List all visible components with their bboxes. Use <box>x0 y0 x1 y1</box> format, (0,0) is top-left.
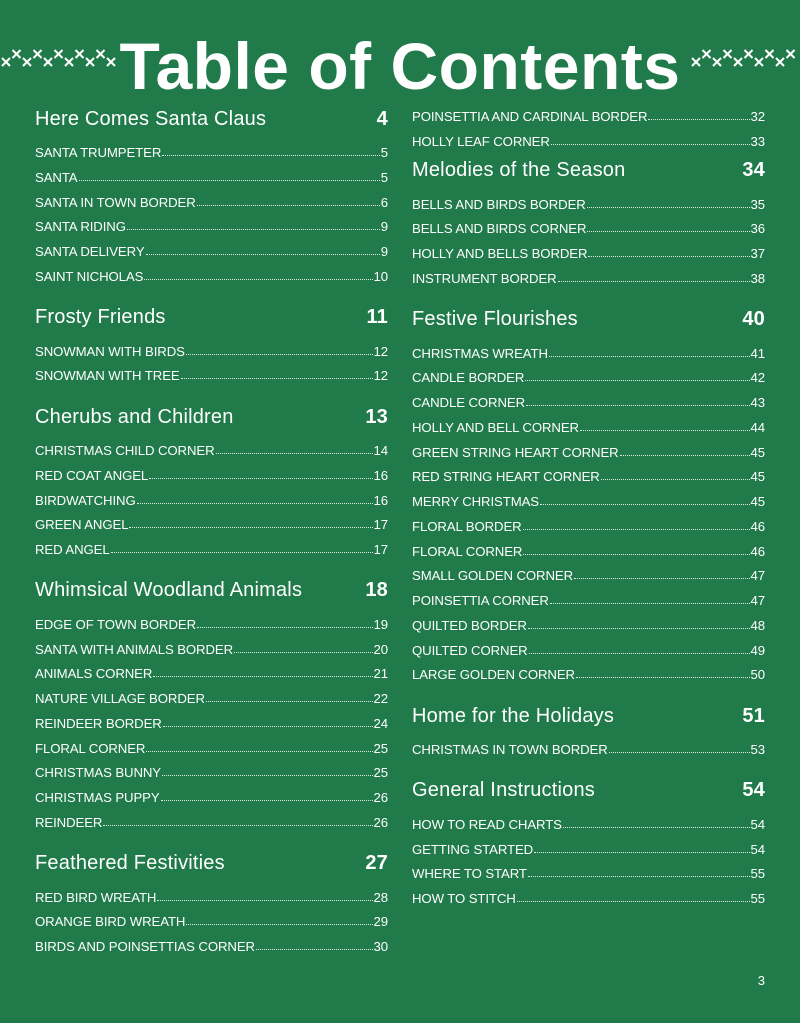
toc-entry[interactable] <box>35 363 388 383</box>
section-heading[interactable] <box>35 576 388 606</box>
page-number: 3 <box>757 973 765 988</box>
entry-page: 46 <box>750 543 765 559</box>
toc-entry[interactable] <box>35 736 388 756</box>
entry-page: 25 <box>373 740 388 756</box>
toc-entry[interactable] <box>412 638 765 658</box>
toc-entry[interactable] <box>35 264 388 284</box>
dot-leader <box>144 279 372 280</box>
entry-title: FLORAL BORDER <box>412 518 522 534</box>
toc-entry[interactable] <box>412 104 765 124</box>
entry-title: HOW TO STITCH <box>412 891 516 906</box>
toc-entry[interactable] <box>412 440 765 460</box>
dot-leader <box>161 800 373 801</box>
entry-title: INSTRUMENT BORDER <box>412 270 557 286</box>
dot-leader <box>146 254 380 255</box>
dot-leader <box>574 578 750 579</box>
entry-title: FLORAL CORNER <box>35 740 146 756</box>
dot-leader <box>517 901 750 902</box>
entry-page: 50 <box>750 667 765 683</box>
entry-title: HOLLY AND BELLS BORDER <box>412 246 588 261</box>
dot-leader <box>528 628 750 629</box>
toc-entry[interactable] <box>35 686 388 706</box>
entry-page: 9 <box>380 244 388 259</box>
toc-entry[interactable] <box>35 637 388 657</box>
entry-page: 6 <box>380 194 388 210</box>
dot-leader <box>534 852 749 853</box>
dot-leader <box>609 752 750 753</box>
entry-title: CHRISTMAS WREATH <box>412 345 548 361</box>
entry-page: 55 <box>750 866 765 882</box>
toc-entry[interactable] <box>412 563 765 583</box>
section-heading[interactable] <box>412 701 765 731</box>
entry-title: SANTA IN TOWN BORDER <box>35 194 196 210</box>
toc-entry[interactable] <box>35 760 388 780</box>
toc-entry[interactable] <box>412 861 765 881</box>
dot-leader <box>157 900 372 901</box>
toc-entry[interactable] <box>412 539 765 559</box>
entry-title: CANDLE BORDER <box>412 370 525 386</box>
dot-leader <box>162 775 373 776</box>
entry-page: 19 <box>373 616 388 632</box>
section-page: 4 <box>376 107 388 130</box>
entry-page: 54 <box>750 841 765 857</box>
entry-page: 38 <box>750 270 765 286</box>
entry-page: 53 <box>750 742 765 757</box>
dot-leader <box>551 144 750 145</box>
dot-leader <box>206 701 373 702</box>
entry-page: 21 <box>373 666 388 682</box>
toc-entry[interactable] <box>35 214 388 234</box>
toc-entry[interactable] <box>412 837 765 857</box>
toc-entry[interactable] <box>35 488 388 508</box>
dot-leader <box>111 552 373 553</box>
section-heading[interactable] <box>35 303 388 333</box>
entry-title: GETTING STARTED <box>412 841 534 857</box>
entry-title: CANDLE CORNER <box>412 395 526 410</box>
dot-leader <box>601 479 750 480</box>
section-heading[interactable] <box>35 849 388 879</box>
dot-leader <box>549 356 750 357</box>
entry-title: RED ANGEL <box>35 542 110 557</box>
toc-entry[interactable] <box>35 190 388 210</box>
entry-title: REINDEER <box>35 814 103 830</box>
entry-page: 43 <box>750 395 765 410</box>
section-title: Frosty Friends <box>35 306 166 328</box>
section-page: 18 <box>365 579 388 602</box>
dot-leader <box>186 924 372 925</box>
toc-entry[interactable] <box>412 341 765 361</box>
toc-entry[interactable] <box>35 165 388 185</box>
entry-page: 37 <box>750 246 765 261</box>
toc-entry[interactable] <box>412 241 765 261</box>
toc-entry[interactable] <box>35 512 388 532</box>
dot-leader <box>525 380 749 381</box>
dot-leader <box>181 378 373 379</box>
entry-title: CHRISTMAS BUNNY <box>35 765 161 781</box>
toc-entry[interactable] <box>412 737 765 757</box>
toc-entry[interactable] <box>35 711 388 731</box>
dot-leader <box>558 281 750 282</box>
entry-title: SAINT NICHOLAS <box>35 268 144 284</box>
toc-entry[interactable] <box>412 390 765 410</box>
entry-page: 12 <box>373 343 388 359</box>
entry-title: GREEN STRING HEART CORNER <box>412 444 619 460</box>
dot-leader <box>580 430 750 431</box>
dot-leader <box>550 603 750 604</box>
entry-page: 9 <box>380 219 388 235</box>
entry-title: QUILTED BORDER <box>412 617 527 633</box>
dot-leader <box>528 876 750 877</box>
entry-page: 32 <box>750 109 765 124</box>
entry-title: QUILTED CORNER <box>412 642 528 658</box>
toc-entry[interactable] <box>35 239 388 259</box>
section-title: Here Comes Santa Claus <box>35 107 267 130</box>
toc-entry[interactable] <box>35 537 388 557</box>
section-heading[interactable] <box>412 305 765 335</box>
toc-entry[interactable] <box>35 612 388 632</box>
dot-leader <box>576 677 750 678</box>
toc-entry[interactable] <box>412 415 765 435</box>
entry-page: 28 <box>373 889 388 905</box>
entry-page: 5 <box>380 145 388 160</box>
entry-title: EDGE OF TOWN BORDER <box>35 616 197 632</box>
entry-title: RED COAT ANGEL <box>35 467 149 483</box>
entry-title: SMALL GOLDEN CORNER <box>412 568 574 584</box>
toc-entry[interactable] <box>412 129 765 149</box>
toc-entry[interactable] <box>412 886 765 906</box>
entry-title: SANTA TRUMPETER <box>35 145 162 160</box>
dot-leader <box>216 453 373 454</box>
dot-leader <box>149 478 372 479</box>
toc-entry[interactable] <box>35 661 388 681</box>
toc-entry[interactable] <box>412 489 765 509</box>
section-heading[interactable] <box>412 776 765 806</box>
entry-page: 33 <box>750 133 765 149</box>
toc-entry[interactable] <box>35 140 388 160</box>
section-page: 13 <box>365 405 388 428</box>
section-page: 11 <box>366 306 388 328</box>
section-title: Home for the Holidays <box>412 704 615 727</box>
entry-title: SANTA WITH ANIMALS BORDER <box>35 641 234 657</box>
entry-title: BELLS AND BIRDS CORNER <box>412 221 587 237</box>
entry-title: GREEN ANGEL <box>35 517 129 533</box>
entry-page: 45 <box>750 494 765 509</box>
entry-page: 47 <box>750 568 765 584</box>
dot-leader <box>103 825 372 826</box>
entry-page: 30 <box>373 939 388 954</box>
dot-leader <box>186 354 373 355</box>
entry-page: 16 <box>373 467 388 483</box>
toc-entry[interactable] <box>35 810 388 830</box>
dot-leader <box>146 751 372 752</box>
entry-title: SNOWMAN WITH BIRDS <box>35 343 185 359</box>
section-heading[interactable] <box>412 156 765 186</box>
cross-stitch-border-right-icon <box>690 40 800 74</box>
entry-page: 5 <box>380 169 388 185</box>
section-page: 27 <box>365 852 388 874</box>
dot-leader <box>563 827 750 828</box>
dot-leader <box>540 504 750 505</box>
entry-title: NATURE VILLAGE BORDER <box>35 691 205 706</box>
entry-page: 47 <box>750 593 765 608</box>
dot-leader <box>523 554 749 555</box>
toc-entry[interactable] <box>35 909 388 929</box>
entry-page: 36 <box>750 221 765 237</box>
entry-page: 20 <box>373 641 388 657</box>
toc-entry[interactable] <box>412 192 765 212</box>
entry-page: 16 <box>373 492 388 508</box>
entry-page: 35 <box>750 196 765 212</box>
entry-title: BELLS AND BIRDS BORDER <box>412 196 586 212</box>
entry-page: 12 <box>373 368 388 384</box>
section-heading[interactable] <box>35 104 388 134</box>
dot-leader <box>587 231 749 232</box>
entry-page: 55 <box>750 891 765 906</box>
dot-leader <box>620 455 750 456</box>
section-title: Cherubs and Children <box>35 405 234 428</box>
entry-title: REINDEER BORDER <box>35 715 162 731</box>
dot-leader <box>588 256 749 257</box>
section-title: Feathered Festivities <box>35 852 225 874</box>
dot-leader <box>162 155 380 156</box>
dot-leader <box>587 207 750 208</box>
dot-leader <box>648 119 749 120</box>
section-title: Melodies of the Season <box>412 159 626 181</box>
entry-title: CHRISTMAS CHILD CORNER <box>35 443 215 458</box>
section-page: 34 <box>742 159 765 181</box>
entry-page: 48 <box>750 617 765 633</box>
toc-entry[interactable] <box>412 662 765 682</box>
entry-page: 42 <box>750 370 765 386</box>
entry-title: HOLLY AND BELL CORNER <box>412 419 579 435</box>
toc-entry[interactable] <box>412 216 765 236</box>
dot-leader <box>163 726 373 727</box>
section-title: Whimsical Woodland Animals <box>35 579 303 602</box>
entry-page: 14 <box>373 443 388 458</box>
toc-entry[interactable] <box>412 588 765 608</box>
toc-entry[interactable] <box>35 438 388 458</box>
toc-entry[interactable] <box>412 514 765 534</box>
entry-page: 17 <box>373 517 388 533</box>
entry-title: HOLLY LEAF CORNER <box>412 133 550 149</box>
dot-leader <box>526 405 750 406</box>
entry-title: SANTA RIDING <box>35 219 126 235</box>
entry-title: CHRISTMAS IN TOWN BORDER <box>412 742 608 757</box>
entry-page: 45 <box>750 469 765 485</box>
dot-leader <box>197 205 380 206</box>
section-page: 40 <box>742 308 765 330</box>
entry-title: SNOWMAN WITH TREE <box>35 368 180 384</box>
entry-page: 24 <box>373 715 388 731</box>
toc-entry[interactable] <box>35 463 388 483</box>
entry-page: 29 <box>373 914 388 930</box>
entry-title: POINSETTIA CORNER <box>412 593 549 608</box>
dot-leader <box>137 503 373 504</box>
entry-title: POINSETTIA AND CARDINAL BORDER <box>412 109 648 124</box>
entry-title: ORANGE BIRD WREATH <box>35 914 186 930</box>
dot-leader <box>129 527 372 528</box>
dot-leader <box>256 949 373 950</box>
entry-page: 44 <box>750 419 765 435</box>
toc-entry[interactable] <box>35 339 388 359</box>
entry-page: 46 <box>750 518 765 534</box>
entry-page: 25 <box>373 765 388 781</box>
entry-title: SANTA <box>35 169 78 185</box>
toc-entry[interactable] <box>35 885 388 905</box>
entry-page: 10 <box>373 268 388 284</box>
section-title: Festive Flourishes <box>412 308 578 330</box>
entry-title: CHRISTMAS PUPPY <box>35 790 160 805</box>
dot-leader <box>79 180 380 181</box>
entry-title: MERRY CHRISTMAS <box>412 494 539 509</box>
section-page: 51 <box>742 704 765 727</box>
entry-title: RED STRING HEART CORNER <box>412 469 600 485</box>
entry-page: 45 <box>750 444 765 460</box>
toc-entry[interactable] <box>35 934 388 954</box>
dot-leader <box>234 652 373 653</box>
toc-entry[interactable] <box>412 464 765 484</box>
dot-leader <box>153 676 372 677</box>
entry-title: LARGE GOLDEN CORNER <box>412 667 575 683</box>
section-title: General Instructions <box>412 779 595 802</box>
dot-leader <box>127 229 380 230</box>
dot-leader <box>529 653 750 654</box>
dot-leader <box>523 529 750 530</box>
entry-title: HOW TO READ CHARTS <box>412 816 562 832</box>
entry-title: ANIMALS CORNER <box>35 666 153 682</box>
entry-page: 26 <box>373 814 388 830</box>
toc-entry[interactable] <box>412 613 765 633</box>
entry-page: 49 <box>750 642 765 658</box>
entry-page: 17 <box>373 542 388 557</box>
toc-entry[interactable] <box>35 785 388 805</box>
page-title: Table of Contents <box>119 29 681 103</box>
entry-title: BIRDS AND POINSETTIAS CORNER <box>35 939 255 954</box>
entry-page: 54 <box>750 816 765 832</box>
entry-title: SANTA DELIVERY <box>35 244 145 259</box>
toc-entry[interactable] <box>412 812 765 832</box>
entry-title: WHERE TO START <box>412 866 527 882</box>
entry-title: FLORAL CORNER <box>412 543 523 559</box>
section-page: 54 <box>742 779 765 802</box>
entry-page: 41 <box>750 345 765 361</box>
toc-entry[interactable] <box>412 266 765 286</box>
section-heading[interactable] <box>35 402 388 432</box>
entry-page: 22 <box>373 691 388 706</box>
toc-entry[interactable] <box>412 365 765 385</box>
entry-title: RED BIRD WREATH <box>35 889 157 905</box>
entry-title: BIRDWATCHING <box>35 492 136 508</box>
entry-page: 26 <box>373 790 388 805</box>
dot-leader <box>197 627 373 628</box>
